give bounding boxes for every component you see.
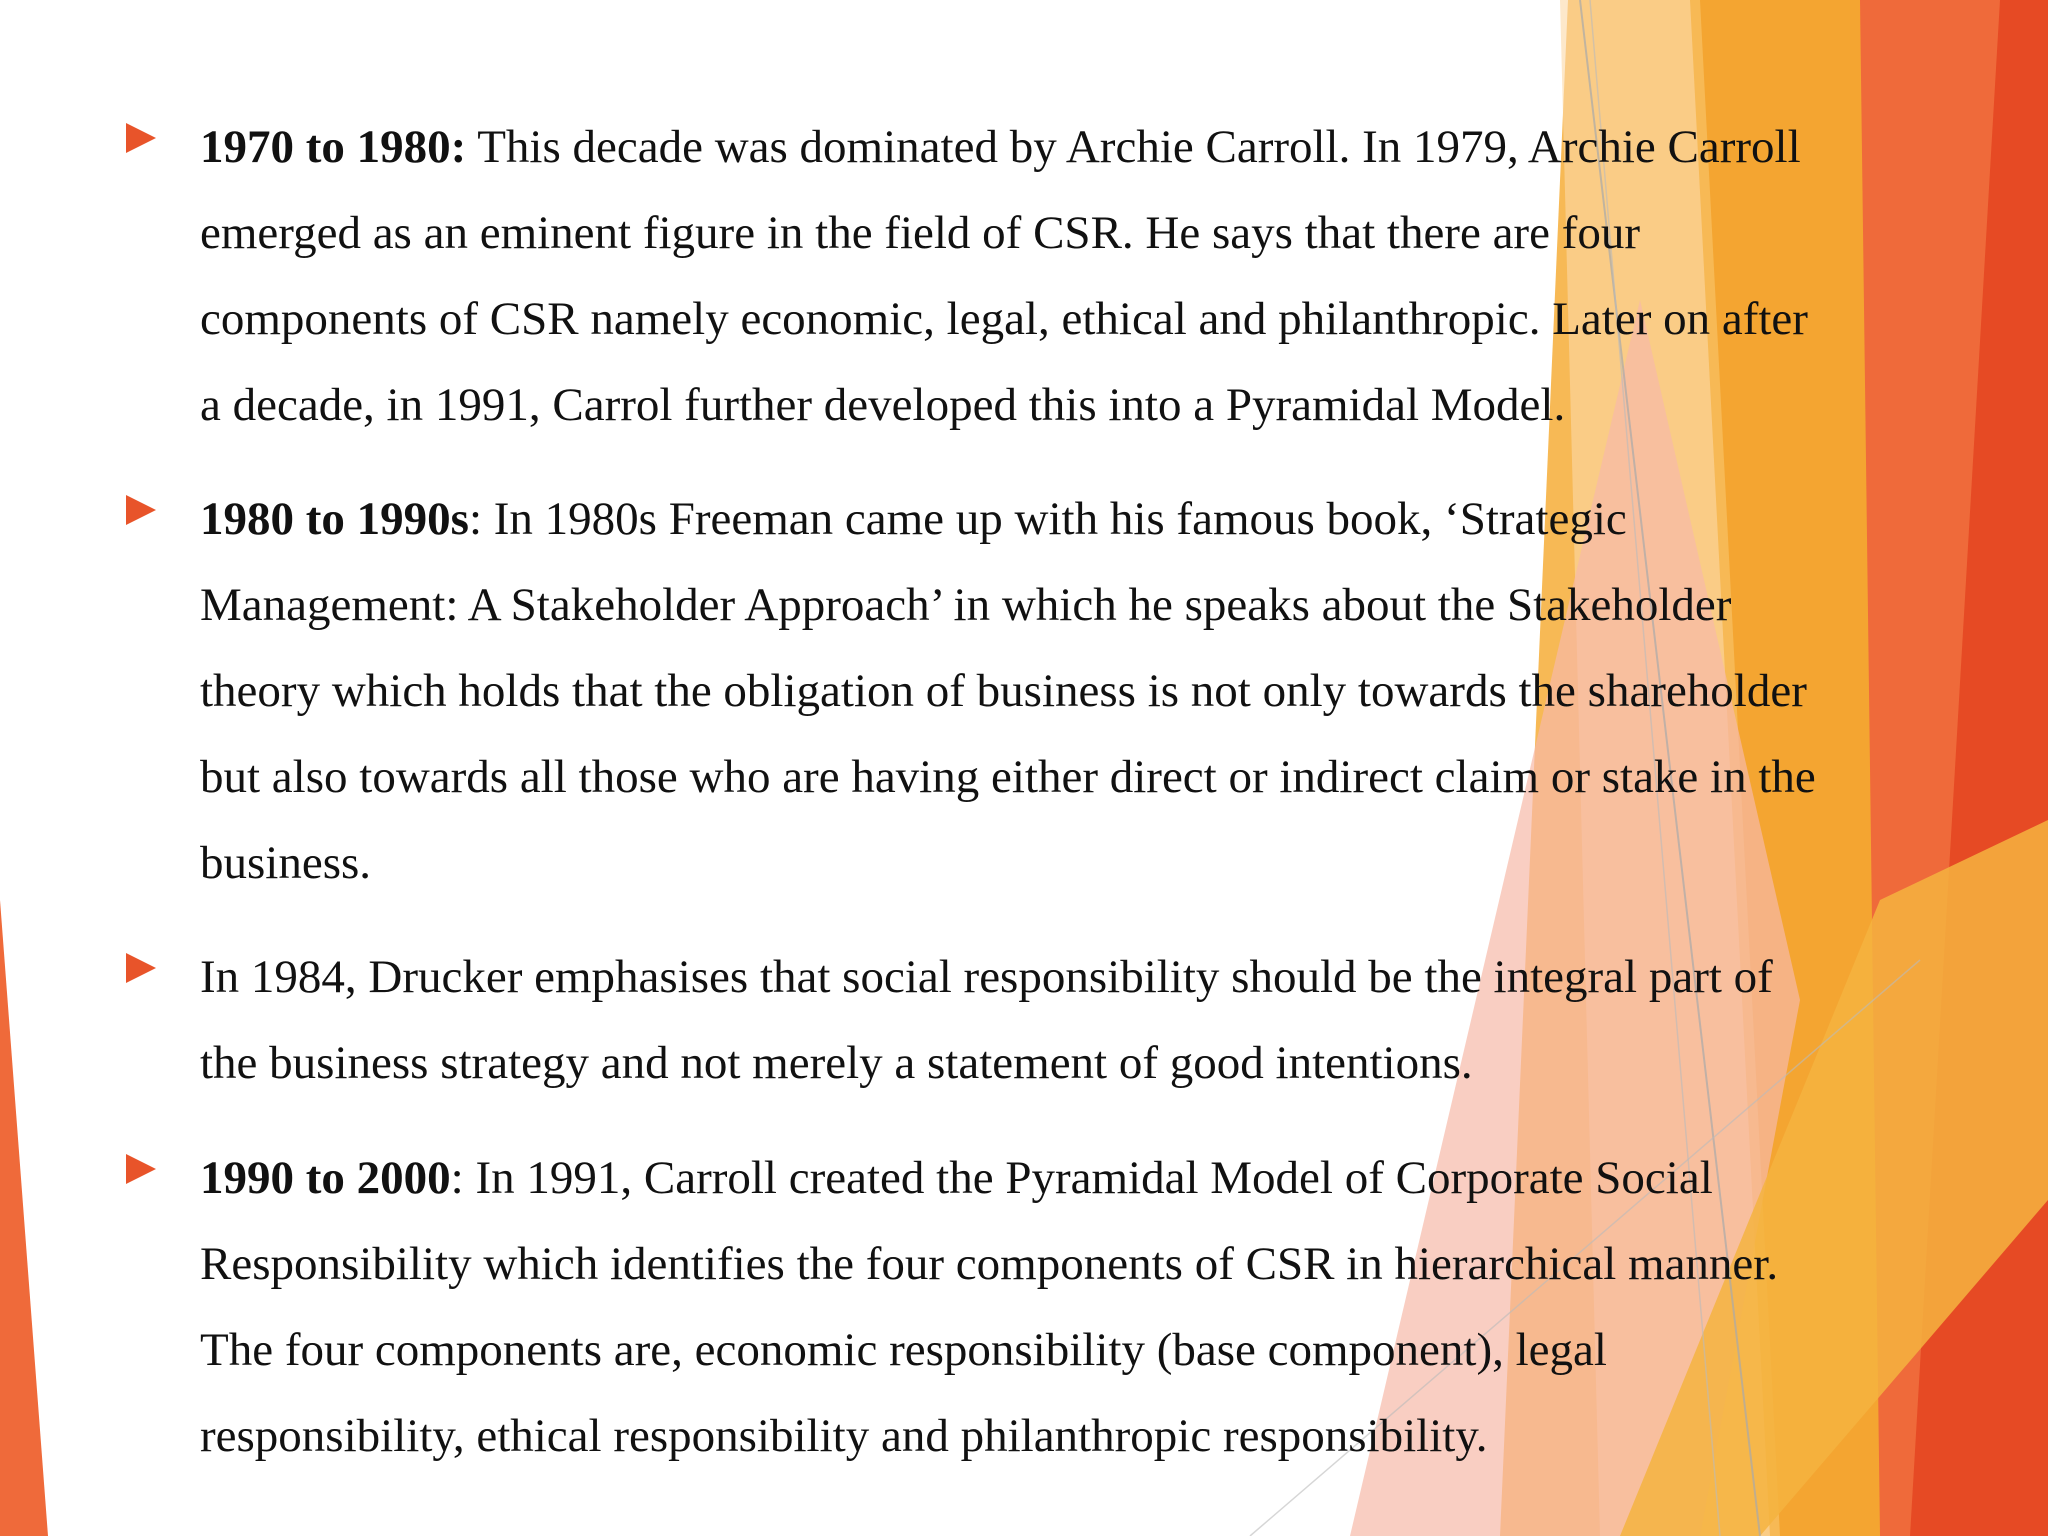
- bullet-arrow-icon: [126, 495, 156, 525]
- bullet-text: [200, 104, 1990, 448]
- bullet-heading: 1990 to 2000: [200, 1152, 451, 1204]
- bullet-heading: 1980 to 1990s: [200, 493, 469, 545]
- bullet-body: This decade was dominated by Archie Carroll. In 1979, Archie Carroll emerged as an eminent figure in the field of CSR. He says that there are four components of CSR namely economic, legal, ethical and philanthropic. Later on after a decade, in 1991, Carrol further developed this into a Pyramidal Model.: [200, 121, 1808, 431]
- bullet-text: [200, 934, 1990, 1106]
- bullet-heading: 1970 to 1980:: [200, 121, 467, 173]
- bullet-text: [200, 1135, 1990, 1479]
- bullet-body: : In 1991, Carroll created the Pyramidal Model of Corporate Social Responsibility which identifies the four components of CSR in hierarchical manner. The four components are, economic responsibility (base component), legal responsibility, ethical responsibility and philanthropic responsibility.: [200, 1152, 1779, 1462]
- bullet-body: : In 1980s Freeman came up with his famous book, ‘Strategic Management: A Stakeholder Approach’ in which he speaks about the Stakeholder theory which holds that the obligation of business is not only towards the shareholder but also towards all those who are having either direct or indirect claim or stake in the business.: [200, 493, 1816, 889]
- bullet-arrow-icon: [126, 1154, 156, 1184]
- bullet-text: [200, 476, 1990, 906]
- bullet-arrow-icon: [126, 953, 156, 983]
- bullet-body: In 1984, Drucker emphasises that social responsibility should be the integral part of the business strategy and not merely a statement of good intentions.: [200, 951, 1773, 1089]
- bullet-arrow-icon: [126, 123, 156, 153]
